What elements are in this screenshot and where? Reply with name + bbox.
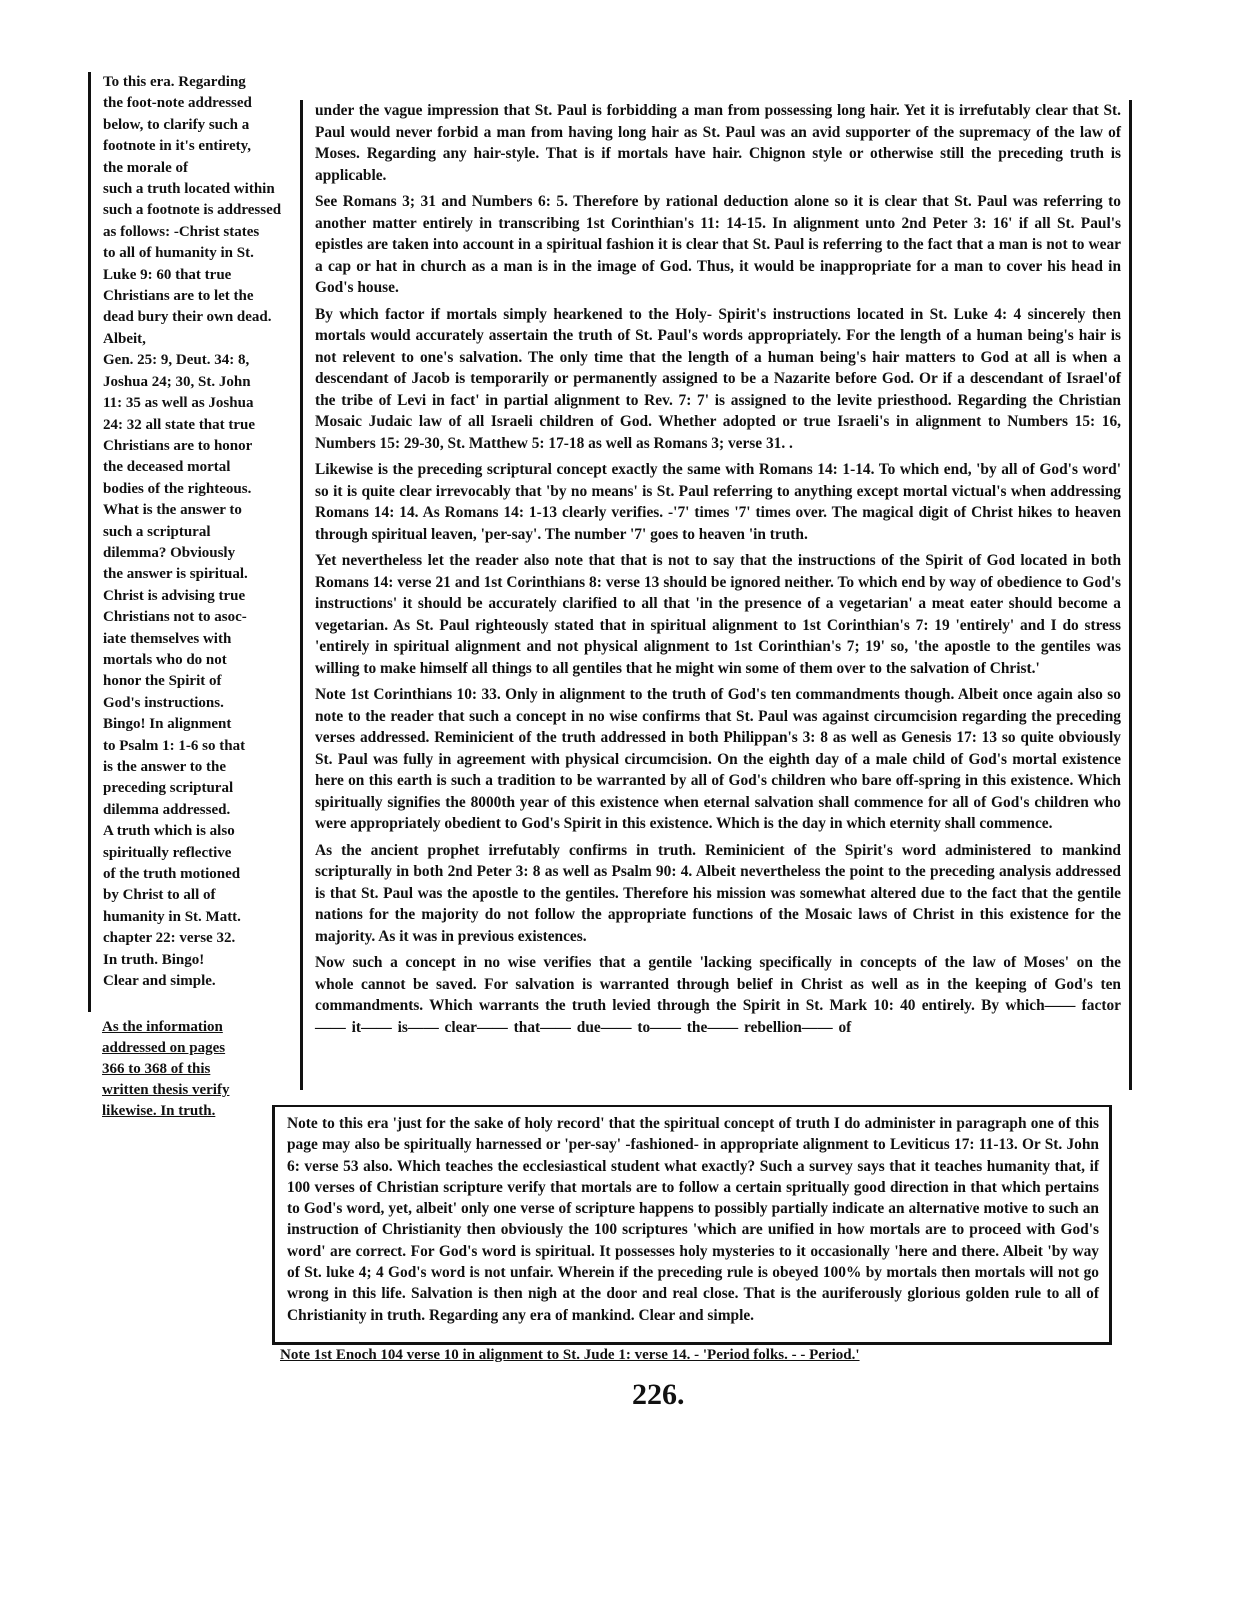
left-line: What is the answer to — [103, 502, 242, 519]
left-line: 24: 32 all state that true — [103, 416, 256, 433]
main-paragraph: Yet nevertheless let the reader also note that that is not to say that the instructions of the Spirit of God located in both Romans 14: verse 21 and 1st Corinthians 8: verse 13 should be ignored neither. To which end by way of obedience to God's instructions' it should be accurately clarified to all that 'in the presence of a vegetarian' a meat eater should become a vegetarian. As St. Paul righteously stated that in spiritual alignment to 1st Corinthian's 7: 19 'entirely' and I do stress 'entirely in spiritual alignment and not physical alignment to 1st Corinthian's 7; 19' so, 'the apostle to the gentiles was willing to make himself all things to all gentiles that he might win some of them over to the salvation of Christ.' — [315, 552, 1121, 677]
left-line: iate themselves with — [103, 630, 232, 647]
left-line: footnote in it's entirety, — [103, 138, 252, 155]
left-line: honor the Spirit of — [103, 673, 222, 690]
footer-note: Note 1st Enoch 104 verse 10 in alignment to St. Jude 1: verse 14. - 'Period folks. - - Period.' — [280, 1347, 860, 1363]
left-line: below, to clarify such a — [103, 116, 250, 133]
left-line: Gen. 25: 9, Deut. 34: 8, — [103, 352, 250, 369]
left-line: to Psalm 1: 1-6 so that — [103, 737, 246, 754]
left-line: such a scriptural — [103, 523, 211, 540]
left-line: 11: 35 as well as Joshua — [103, 395, 254, 412]
left-line: bodies of the righteous. — [103, 480, 252, 497]
left-line: humanity in St. Matt. — [103, 908, 241, 925]
left-line: dilemma? Obviously — [103, 544, 236, 561]
left-line: A truth which is also — [103, 823, 235, 840]
left-margin-column — [88, 72, 323, 1012]
left-line: as follows: -Christ states — [103, 223, 260, 240]
left-line: dilemma addressed. — [103, 801, 231, 818]
left-note-line: 366 to 368 of this — [102, 1061, 211, 1077]
boxed-note — [272, 1105, 1112, 1345]
main-paragraph: Note 1st Corinthians 10: 33. Only in alignment to the truth of God's ten commandments though. Albeit once again also so note to the reader that such a concept in no wise confirms that St. Paul was against circumcision regarding the preceding verses addressed. Reminicient of the truth addressed in both Philippan's 3: 8 as well as Genesis 17: 13 so quite obviously St. Paul was fully in agreement with physical circumcision. On the eighth day of a male child of God's mortal existence here on this earth is such a tradition to be warranted by all of God's children who bare off-spring in this existence. Which spiritually signifies the 8000th year of this existence when eternal salvation shall commence for all of God's children who were appropriately obedient to God's Spirit in this existence. Which is the day in which eternity shall commence. — [315, 686, 1121, 832]
left-line: Albeit, — [103, 330, 146, 347]
left-line: spiritually reflective — [103, 844, 232, 861]
left-line: the deceased mortal — [103, 459, 231, 476]
left-line: mortals who do not — [103, 651, 227, 668]
main-paragraph: See Romans 3; 31 and Numbers 6: 5. Therefore by rational deduction alone so it is clear that St. Paul was referring to another matter entirely in transcribing 1st Corinthian's 11: 14-15. In alignment unto 2nd Peter 3: 16' if all St. Paul's epistles are taken into account in a spiritual fashion it is clear that St. Paul is referring to the fact that a man is not to wear a cap or hat in church as a man is in the image of God. Thus, it would be inappropriate for a man to cover his head in God's house. — [315, 193, 1121, 296]
left-note-line: written thesis verify — [102, 1082, 230, 1098]
left-line: Luke 9: 60 that true — [103, 266, 232, 283]
main-paragraph: By which factor if mortals simply hearkened to the Holy- Spirit's instructions located in St. Luke 4: 4 sincerely then mortals would accurately assertain the truth of St. Paul's words appropriately. For the length of a human being's hair is not relevent to one's salvation. The only time that the length of a human being's hair matters to God at all is when a descendant of Jacob is temporarily or permanently assigned to be a Nazarite before God. Or if a descendant of Israel'of the tribe of Levi in fact' in partial alignment to Rev. 7: 7' is assigned to the levite priesthood. Regarding the Christian Mosaic Judaic law of all Israeli children of God. Whether adopted or true Israeli's in alignment to Numbers 15: 16, Numbers 15: 29-30, St. Matthew 5: 17-18 as well as Romans 3; verse 31. . — [315, 305, 1121, 452]
left-line: To this era. Regarding — [103, 74, 246, 90]
left-line: Christians are to honor — [103, 437, 253, 454]
main-paragraph: As the ancient prophet irrefutably confirms in truth. Reminicient of the Spirit's word administered to mankind scripturally in both 2nd Peter 3: 8 as well as Psalm 90: 4. Albeit nevertheless the point to the preceding analysis addressed is that St. Paul was the apostle to the gentiles. Therefore his mission was somewhat altered due to the fact that the gentile nations for the majority do not follow the appropriate functions of the Mosaic laws of Christ in this existence for the majority. As it was in previous existences. — [315, 841, 1121, 945]
left-line: to all of humanity in St. — [103, 245, 254, 262]
main-paragraph: Likewise is the preceding scriptural concept exactly the same with Romans 14: 1-14. To which end, 'by all of God's word' so it is quite clear irrevocably that 'by no means' is St. Paul referring to anything except mortal victual's when addressing Romans 14: 14. As Romans 14: 1-13 clearly verifies. -'7' times '7' times over. The magical digit of Christ hikes to heaven through spiritual leaven, 'per-say'. The number '7' goes to heaven 'in truth. — [315, 461, 1121, 543]
page-number: 226. — [632, 1378, 685, 1411]
left-line: Christians are to let the — [103, 288, 254, 305]
left-line: Christ is advising true — [103, 587, 246, 604]
main-paragraph: under the vague impression that St. Paul is forbidding a man from possessing long hair. Yet it is irrefutably clear that St. Paul would never forbid a man from having long hair as St. Paul was an avid supporter of the supremacy of the law of Moses. Regarding any hair-style. That is if mortals have hair. Chignon style or otherwise still the preceding truth is applicable. — [315, 102, 1121, 184]
left-line: of the truth motioned — [103, 866, 241, 883]
left-line: preceding scriptural — [103, 780, 234, 797]
left-line: Christians not to asoc- — [103, 609, 247, 626]
left-line: by Christ to all of — [103, 887, 216, 904]
left-underlined-note — [102, 1017, 272, 1122]
left-note-line: As the information — [102, 1019, 223, 1035]
boxed-note-text: Note to this era 'just for the sake of holy record' that the spiritual concept of truth I do administer in paragraph one of this page may also be spiritually harnessed or 'per-say' -fashioned- in appropriate alignment to Leviticus 17: 11-13. Or St. John 6: verse 53 also. Which teaches the ecclesiastical student what exactly? Such a survey says that it teaches humanity that, if 100 verses of Christian scripture verify that mortals are to follow a certain spritually good direction in that which pertains to God's word, yet, albeit' only one verse of scripture happens to possibly partially indicate an alternative motive to such an instruction of Christianity then obviously the 100 scriptures 'which are unified in how mortals are to proceed with God's word' are correct. For God's word is spiritual. It possesses holy mysteries to it occasionally 'here and there. Albeit 'by way of St. luke 4; 4 God's word is not unfair. Wherein if the preceding rule is obeyed 100% by mortals then mortals will not go wrong in this life. Salvation is then nigh at the door and real close. That is the auriferously glorious golden rule to all of Christianity in truth. Regarding any era of mankind. Clear and simple. — [287, 1115, 1099, 1324]
left-line: Clear and simple. — [103, 973, 216, 990]
left-note-line: likewise. In truth. — [102, 1103, 216, 1119]
main-text-column — [300, 100, 1132, 1090]
left-line: God's instructions. — [103, 694, 224, 711]
left-line: the morale of — [103, 159, 188, 176]
left-line: In truth. Bingo! — [103, 951, 205, 968]
left-line: Joshua 24; 30, St. John — [103, 373, 251, 390]
left-line: such a truth located within — [103, 181, 275, 198]
left-line: chapter 22: verse 32. — [103, 930, 236, 947]
left-note-line: addressed on pages — [102, 1040, 226, 1056]
left-line: the foot-note addressed — [103, 95, 252, 112]
left-line: such a footnote is addressed — [103, 202, 282, 219]
main-paragraph: Now such a concept in no wise verifies that a gentile 'lacking specifically in concepts of the law of Moses' on the whole cannot be saved. For salvation is warranted through belief in Christ as well as in the keeping of God's ten commandments. Which warrants the truth levied through the Spirit in St. Mark 10: 40 entirely. By which—— factor—— it—— is—— clear—— that—— due—— to—— the—— rebellion—— of — [315, 954, 1121, 1036]
left-line: dead bury their own dead. — [103, 309, 272, 326]
left-line: is the answer to the — [103, 759, 227, 775]
left-line: Bingo! In alignment — [103, 716, 232, 733]
left-line: the answer is spiritual. — [103, 566, 248, 583]
